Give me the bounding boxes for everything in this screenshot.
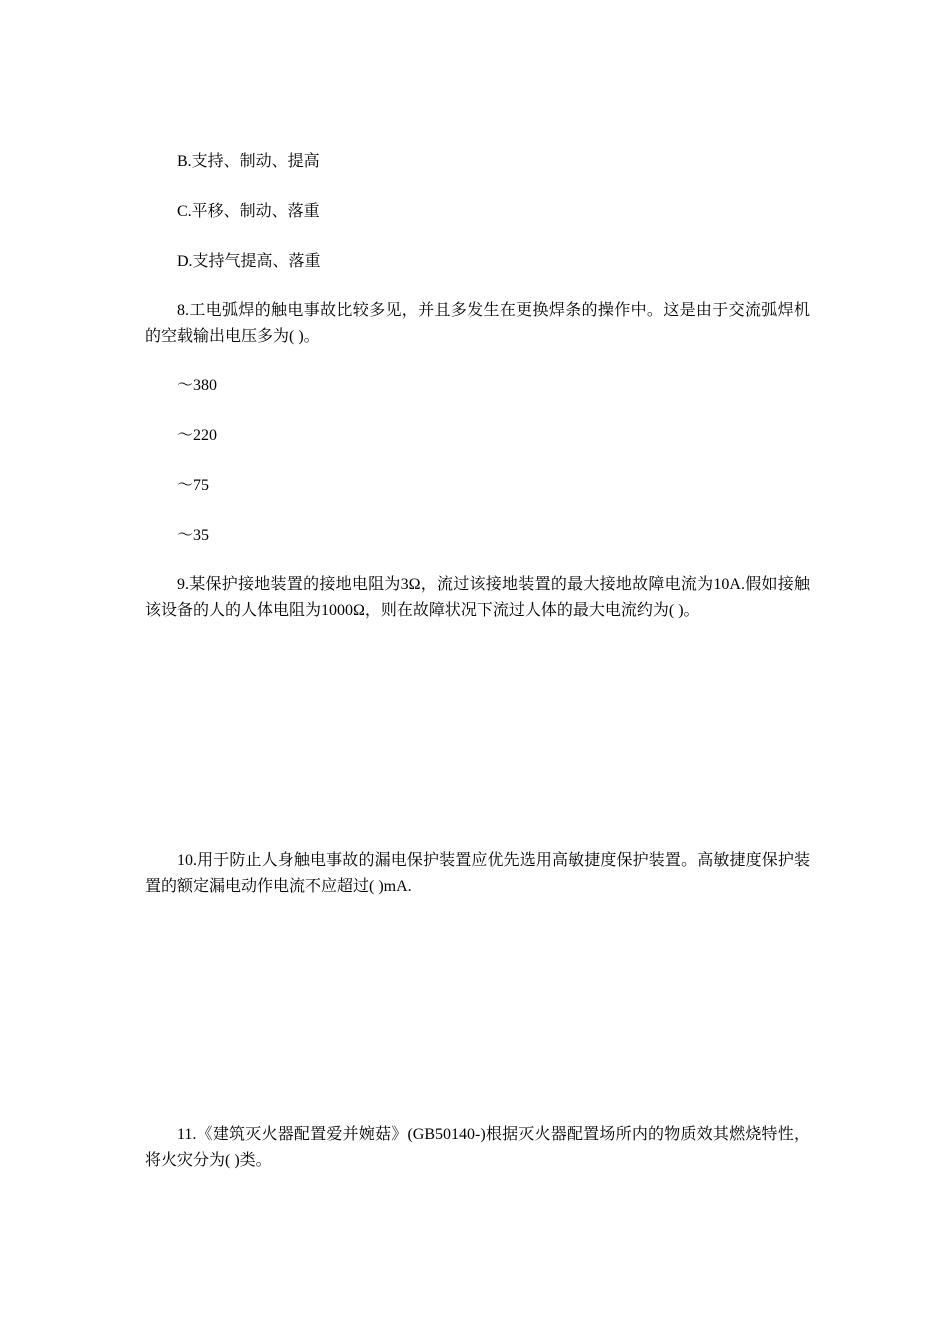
question-10: 10.用于防止人身触电事故的漏电保护装置应优先选用高敏捷度保护装置。高敏捷度保护装置的额定漏电动作电流不应超过( )mA. <box>145 852 810 895</box>
q8-option-2: ～220 <box>177 427 218 444</box>
question-9: 9.某保护接地装置的接地电阻为3Ω，流过该接地装置的最大接地故障电流为10A.假如接触该设备的人的人体电阻为1000Ω，则在故障状况下流过人体的最大电流约为( )。 <box>145 576 810 619</box>
q8-option-4: ～35 <box>177 527 210 544</box>
q8-option-3: ～75 <box>177 477 210 494</box>
q7-option-c: C.平移、制动、落重 <box>177 203 320 220</box>
question-11: 11.《建筑灭火器配置爱并婉菇》(GB50140-)根据灭火器配置场所内的物质效其燃烧特性，将火灾分为( )类。 <box>145 1126 810 1169</box>
q7-option-d: D.支持气提高、落重 <box>177 253 321 270</box>
question-8: 8.工电弧焊的触电事故比较多见，并且多发生在更换焊条的操作中。这是由于交流弧焊机的空载输出电压多为( )。 <box>145 302 810 345</box>
q8-option-1: ～380 <box>177 377 218 394</box>
q7-option-b: B.支持、制动、提高 <box>177 153 320 170</box>
